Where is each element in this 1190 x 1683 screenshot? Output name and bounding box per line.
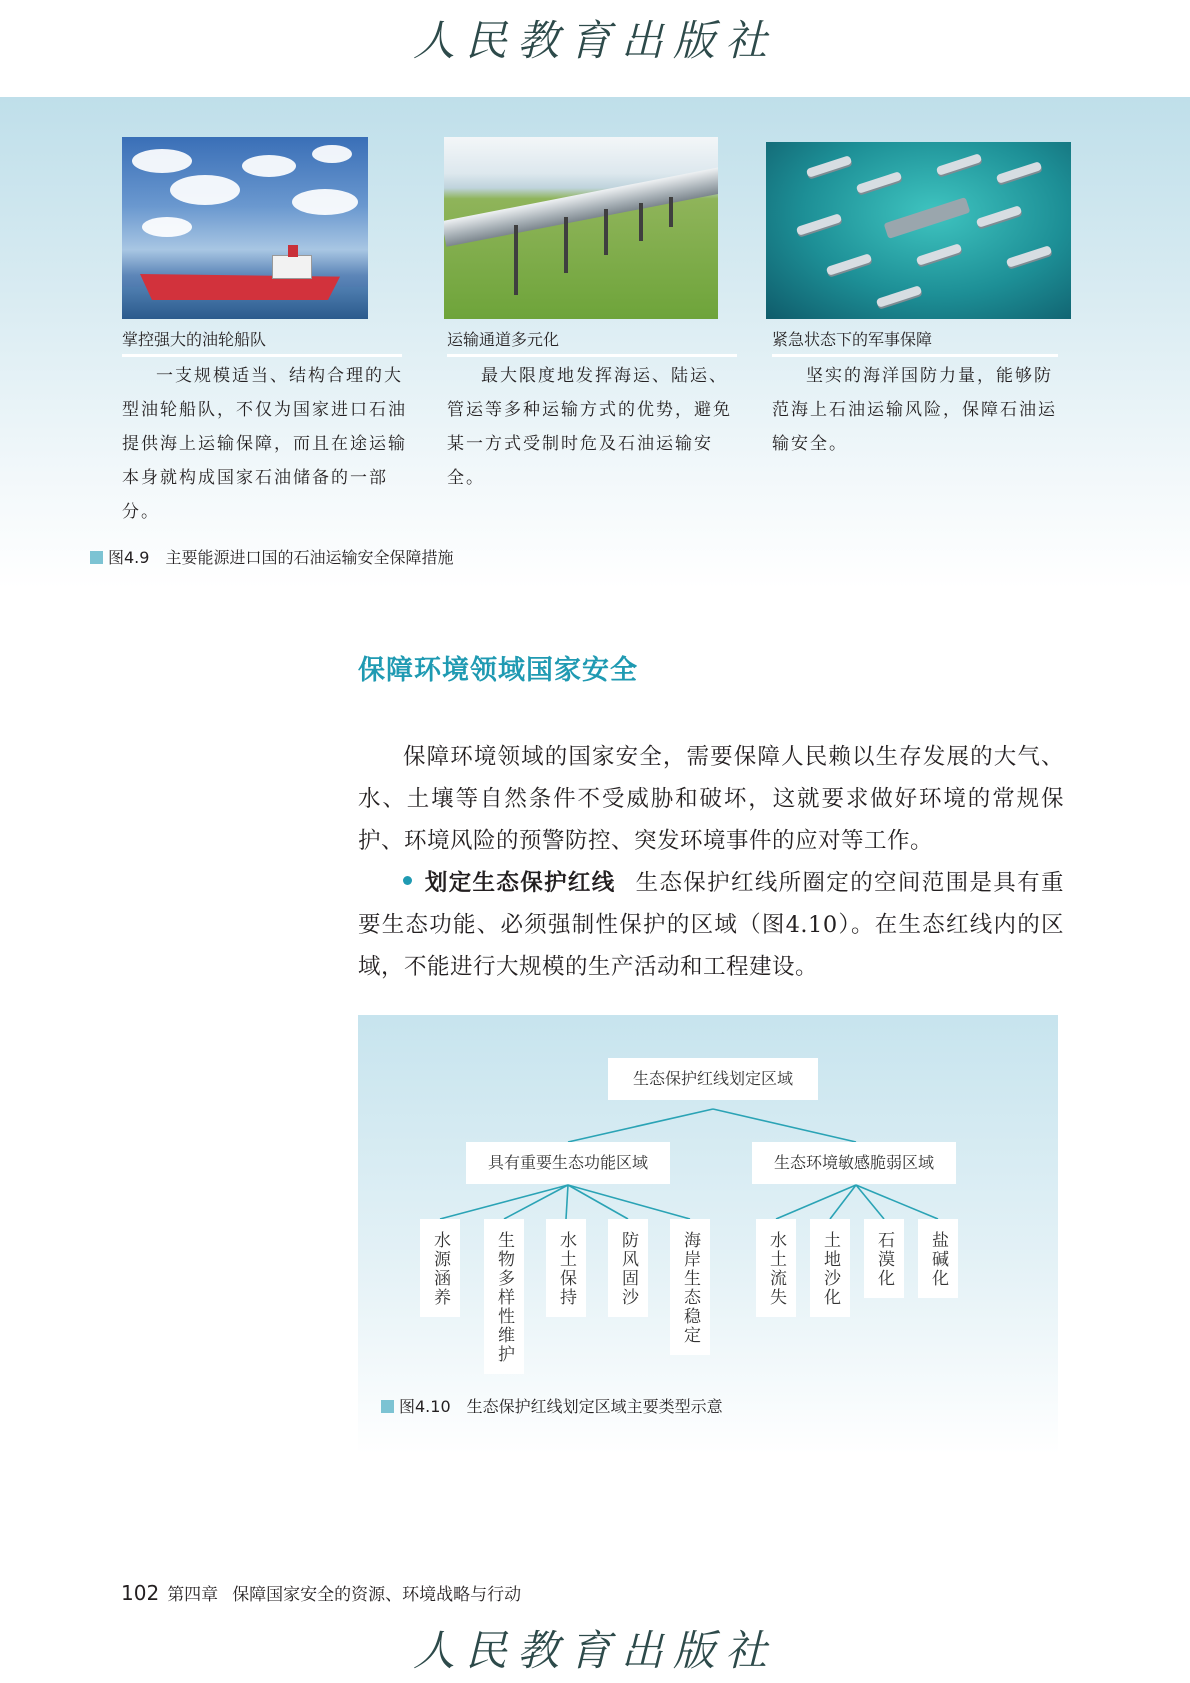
- diagram-leaf-node: 水土保持: [546, 1219, 586, 1317]
- diagram-branch-node: 生态环境敏感脆弱区域: [752, 1142, 956, 1184]
- connector-line: [856, 1185, 938, 1219]
- caption-marker: [381, 1400, 394, 1413]
- diagram-leaf-node: 防风固沙: [608, 1219, 648, 1317]
- panel-1-text: 一支规模适当、结构合理的大型油轮船队，不仅为国家进口石油提供海上运输保障，而且在途运输本身就构成国家石油储备的一部分。: [122, 366, 407, 522]
- publisher-logo-top: 人民教育出版社: [412, 16, 777, 65]
- connector-line: [566, 1185, 568, 1219]
- page-number: 102: [121, 1581, 160, 1605]
- figure-4-9-caption: [90, 545, 453, 568]
- footer-chapter-title: 保障国家安全的资源、环境战略与行动: [232, 1585, 522, 1605]
- section-heading: 保障环境领域国家安全: [358, 655, 638, 686]
- diagram-leaf-node: 水源涵养: [420, 1219, 460, 1317]
- connector-line: [568, 1185, 690, 1219]
- diagram-leaf-node: 土地沙化: [810, 1219, 850, 1317]
- panel-2-text: 最大限度地发挥海运、陆运、管运等多种运输方式的优势，避免某一方式受制时危及石油运输安全。: [447, 366, 732, 488]
- figure-4-10-caption-text: 图4.10 生态保护红线划定区域主要类型示意: [399, 1397, 723, 1416]
- connector-line: [713, 1109, 856, 1142]
- diagram-leaf-node: 盐碱化: [918, 1219, 958, 1298]
- connector-line: [568, 1109, 713, 1142]
- naval-fleet-illustration: [766, 142, 1071, 319]
- bullet-icon: [403, 876, 412, 885]
- publisher-logo-bottom: 人民教育出版社: [412, 1626, 777, 1675]
- paragraph-1: 保障环境领域的国家安全，需要保障人民赖以生存发展的大气、水、土壤等自然条件不受威胁和破坏，这就要求做好环境的常规保护、环境风险的预警防控、突发环境事件的应对等工作。: [358, 744, 1064, 854]
- panel-1-title: 掌控强大的油轮船队: [122, 327, 402, 357]
- diagram-leaf-node: 生物多样性维护: [484, 1219, 524, 1374]
- connector-line: [568, 1185, 628, 1219]
- oil-tanker-photo: [122, 137, 368, 319]
- paragraph-2-text: 生态保护红线所圈定的空间范围是具有重要生态功能、必须强制性保护的区域（图4.10）。在生态红线内的区域，不能进行大规模的生产活动和工程建设。: [358, 870, 1064, 980]
- diagram-leaf-node: 石漠化: [864, 1219, 904, 1298]
- paragraph-2-lead: 划定生态保护红线: [424, 870, 616, 896]
- diagram-leaf-node: 海岸生态稳定: [670, 1219, 710, 1355]
- figure-4-9-caption-text: 图4.9 主要能源进口国的石油运输安全保障措施: [108, 548, 454, 567]
- panel-2-title: 运输通道多元化: [447, 327, 737, 357]
- page-footer: [121, 1580, 521, 1605]
- diagram-leaf-node: 水土流失: [756, 1219, 796, 1317]
- panel-3-title: 紧急状态下的军事保障: [772, 327, 1058, 357]
- footer-chapter: 第四章: [167, 1585, 219, 1605]
- connector-line: [504, 1185, 568, 1219]
- caption-marker: [90, 551, 103, 564]
- paragraph-2: [358, 862, 1064, 988]
- connector-line: [440, 1185, 568, 1219]
- panel-3-text: 坚实的海洋国防力量，能够防范海上石油运输风险，保障石油运输安全。: [772, 366, 1057, 454]
- diagram-root-node: 生态保护红线划定区域: [608, 1058, 818, 1100]
- pipeline-photo: [444, 137, 718, 319]
- diagram-branch-node: 具有重要生态功能区域: [466, 1142, 670, 1184]
- figure-4-10-caption: [381, 1394, 723, 1417]
